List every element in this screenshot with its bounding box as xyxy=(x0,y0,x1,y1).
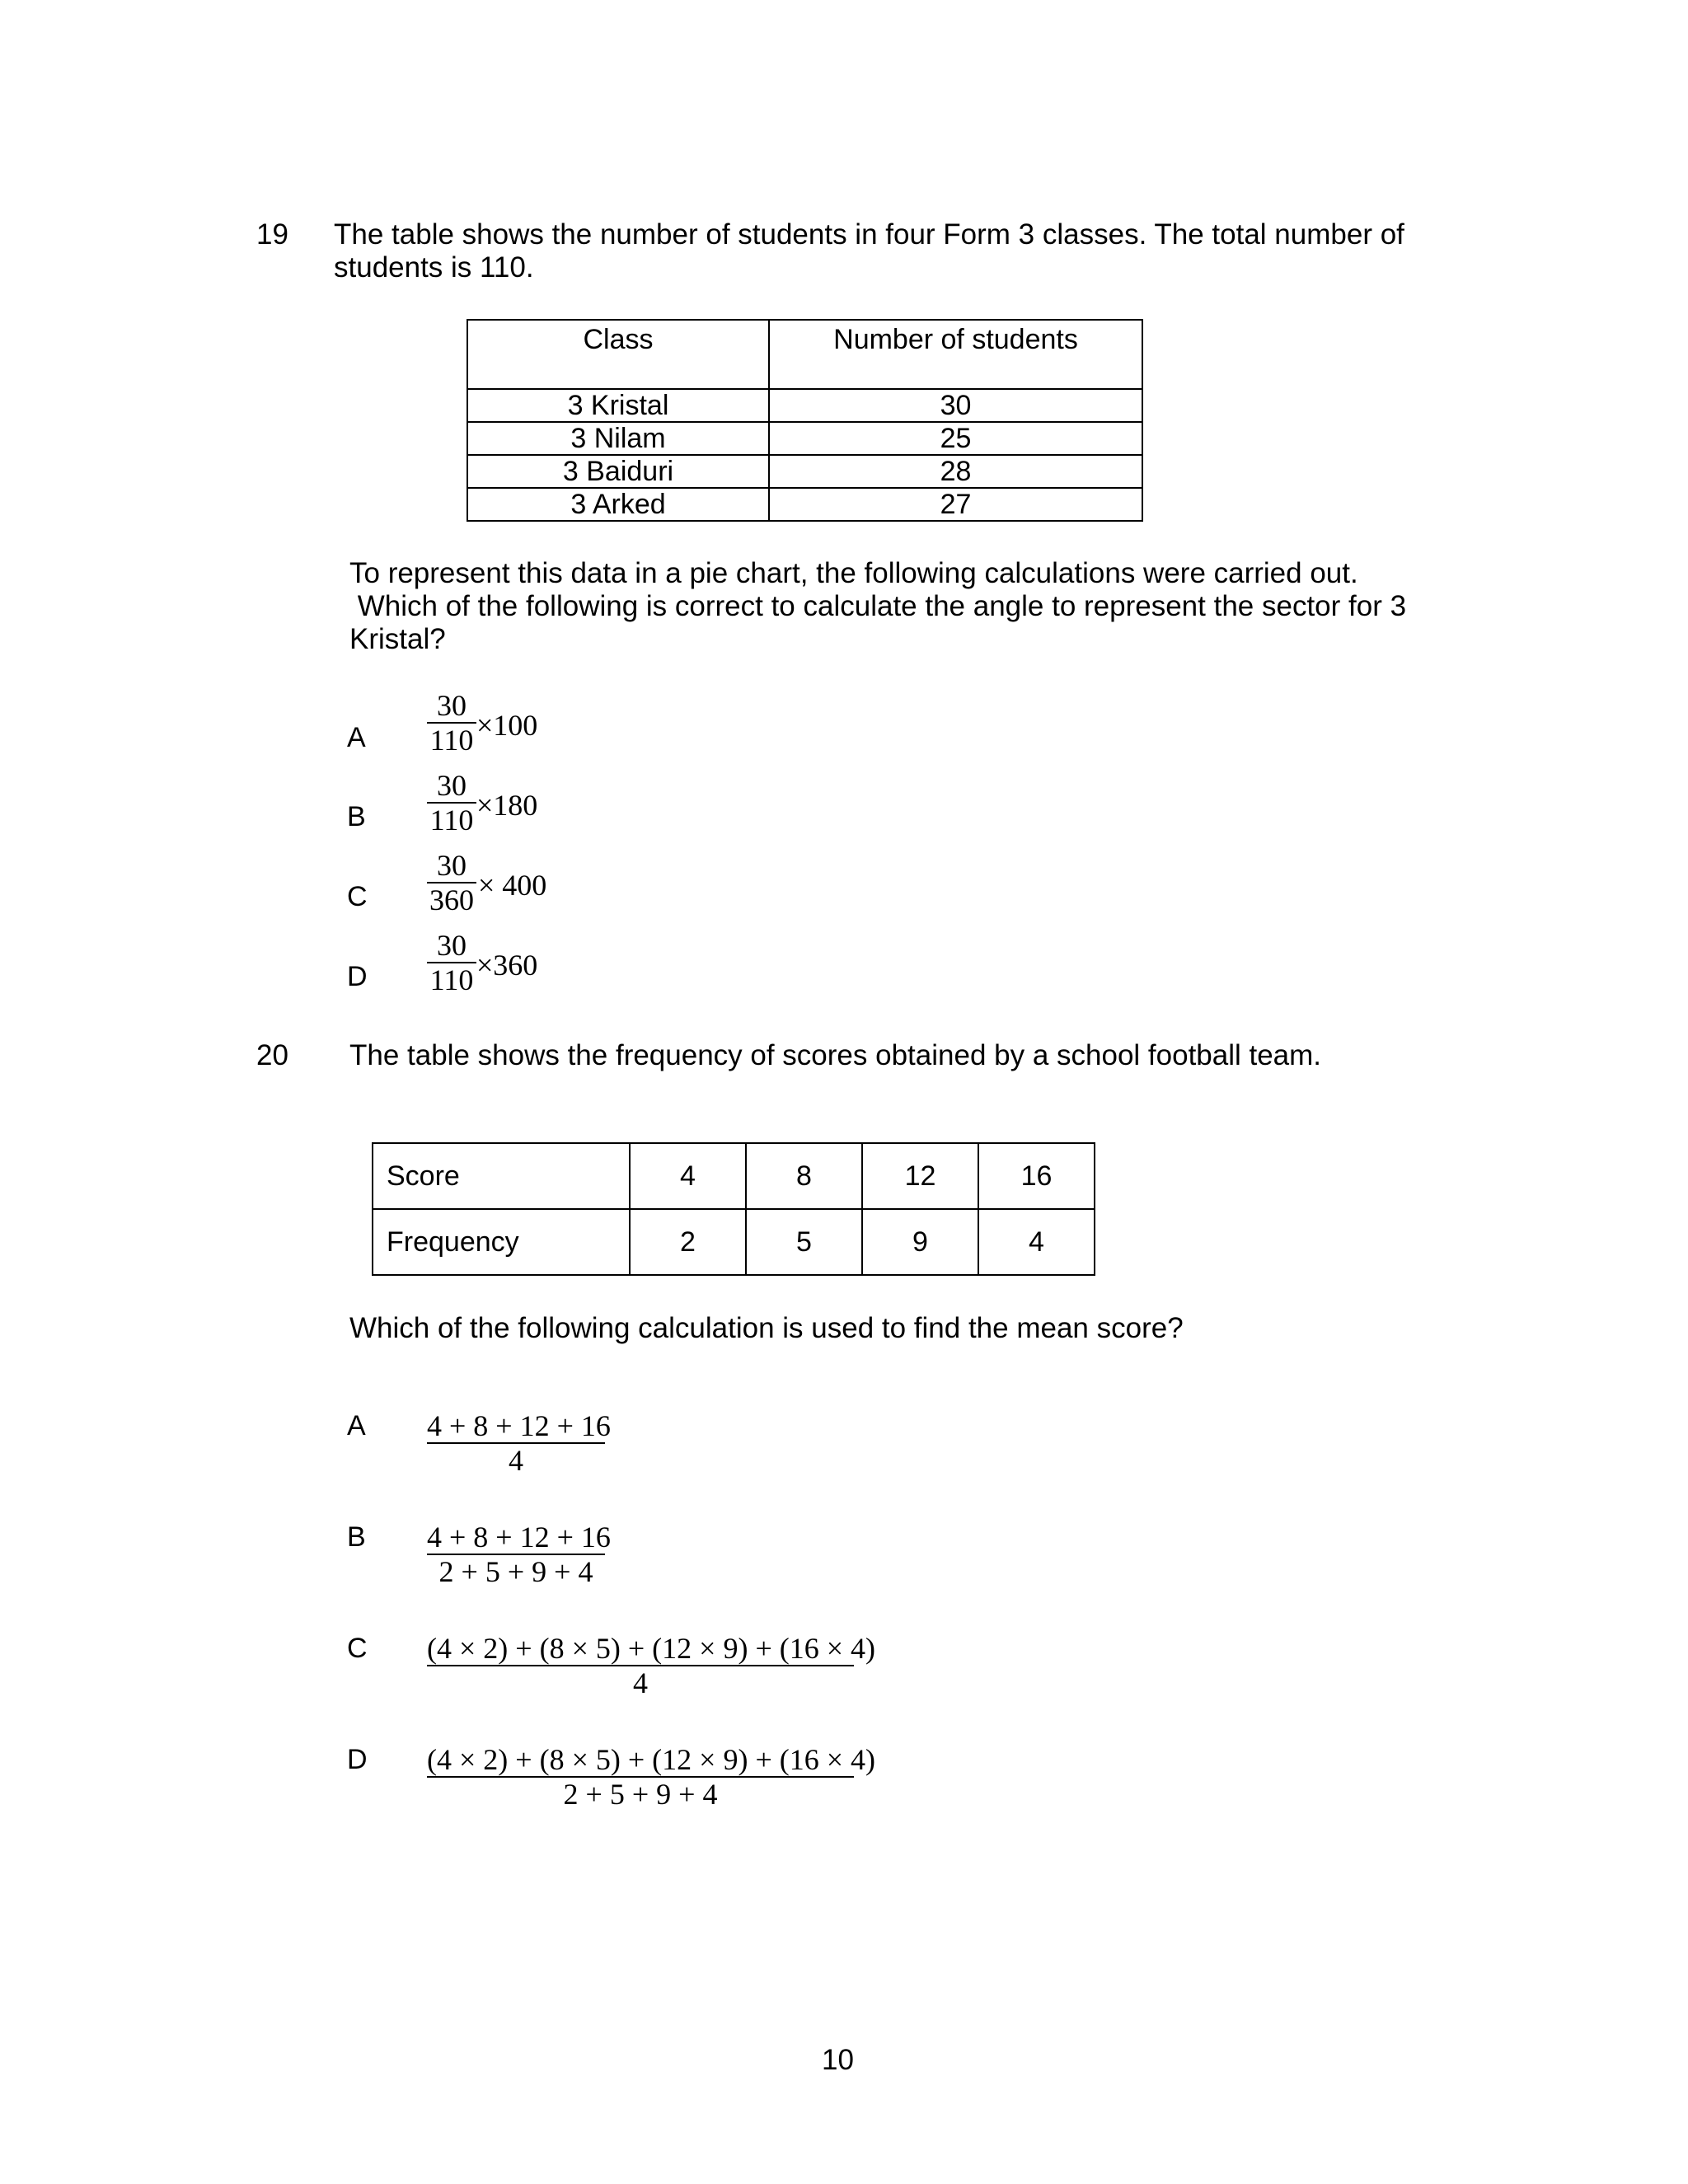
option-c-letter[interactable]: C xyxy=(347,1633,368,1664)
fraction-denominator: 110 xyxy=(427,802,476,837)
question-19-stem-line2: students is 110. xyxy=(334,251,534,284)
option-c-multiplier: × 400 xyxy=(478,869,547,902)
option-c-fraction xyxy=(427,1632,876,1699)
option-c-fraction xyxy=(427,849,476,916)
page-number: 10 xyxy=(822,2044,854,2076)
question-20-number: 20 xyxy=(256,1039,288,1071)
option-a-letter[interactable]: A xyxy=(347,722,366,753)
table-cell-score: 8 xyxy=(746,1143,862,1209)
option-d-fraction xyxy=(427,1743,876,1811)
fraction-numerator: 4 + 8 + 12 + 16 xyxy=(427,1409,611,1442)
table-cell-frequency: 9 xyxy=(862,1209,978,1275)
question-19-stem-line1: The table shows the number of students in four Form 3 classes. The total number of xyxy=(334,218,1404,251)
table-cell-class: 3 Arked xyxy=(467,488,769,521)
option-c-letter[interactable]: C xyxy=(347,881,368,912)
fraction-denominator: 2 + 5 + 9 + 4 xyxy=(427,1776,854,1811)
fraction-numerator: 30 xyxy=(437,689,467,722)
class-students-table xyxy=(467,319,1143,522)
table-cell-count: 28 xyxy=(769,455,1142,488)
table-label-frequency: Frequency xyxy=(373,1209,630,1275)
table-cell-count: 27 xyxy=(769,488,1142,521)
option-a-letter[interactable]: A xyxy=(347,1410,366,1441)
table-cell-score: 4 xyxy=(630,1143,746,1209)
table-label-score: Score xyxy=(373,1143,630,1209)
option-d-letter[interactable]: D xyxy=(347,961,368,992)
option-d-letter[interactable]: D xyxy=(347,1744,368,1775)
option-b-multiplier: ×180 xyxy=(476,789,538,822)
fraction-numerator: 4 + 8 + 12 + 16 xyxy=(427,1521,611,1554)
fraction-numerator: (4 × 2) + (8 × 5) + (12 × 9) + (16 × 4) xyxy=(427,1632,876,1665)
fraction-denominator: 360 xyxy=(427,882,476,916)
question-20-stem: The table shows the frequency of scores obtained by a school football team. xyxy=(349,1039,1322,1071)
table-cell-count: 30 xyxy=(769,389,1142,422)
question-19-prompt-line1: To represent this data in a pie chart, the following calculations were carried out. xyxy=(349,557,1358,589)
option-d-multiplier: ×360 xyxy=(476,949,538,982)
option-a-multiplier: ×100 xyxy=(476,709,538,742)
option-d-fraction xyxy=(427,929,476,996)
fraction-denominator: 4 xyxy=(427,1442,605,1477)
table-cell-count: 25 xyxy=(769,422,1142,455)
question-20-prompt: Which of the following calculation is used to find the mean score? xyxy=(349,1312,1184,1344)
question-19-prompt-line3: Kristal? xyxy=(349,623,446,655)
table-row xyxy=(373,1209,1095,1275)
fraction-denominator: 110 xyxy=(427,722,476,757)
option-b-letter[interactable]: B xyxy=(347,801,366,832)
option-b-letter[interactable]: B xyxy=(347,1521,366,1553)
table-row xyxy=(467,389,1142,422)
question-19-prompt-line2: Which of the following is correct to calculate the angle to represent the sector for 3 xyxy=(349,590,1407,622)
table-cell-score: 12 xyxy=(862,1143,978,1209)
fraction-numerator: 30 xyxy=(437,769,467,802)
fraction-denominator: 4 xyxy=(427,1665,854,1699)
table-cell-frequency: 2 xyxy=(630,1209,746,1275)
table-cell-class: 3 Kristal xyxy=(467,389,769,422)
option-a-fraction xyxy=(427,689,476,757)
score-frequency-table xyxy=(372,1142,1095,1276)
table-header-number-of-students: Number of students xyxy=(769,320,1142,389)
fraction-numerator: 30 xyxy=(437,929,467,962)
table-header-class: Class xyxy=(467,320,769,389)
question-19-number: 19 xyxy=(256,218,288,251)
table-row xyxy=(467,422,1142,455)
table-row xyxy=(373,1143,1095,1209)
table-cell-frequency: 4 xyxy=(978,1209,1095,1275)
fraction-denominator: 2 + 5 + 9 + 4 xyxy=(427,1554,605,1588)
table-row xyxy=(467,488,1142,521)
table-cell-score: 16 xyxy=(978,1143,1095,1209)
table-row xyxy=(467,455,1142,488)
fraction-numerator: 30 xyxy=(437,849,467,882)
option-b-fraction xyxy=(427,1521,611,1588)
table-cell-frequency: 5 xyxy=(746,1209,862,1275)
table-cell-class: 3 Nilam xyxy=(467,422,769,455)
table-cell-class: 3 Baiduri xyxy=(467,455,769,488)
option-a-fraction xyxy=(427,1409,611,1477)
option-b-fraction xyxy=(427,769,476,837)
fraction-numerator: (4 × 2) + (8 × 5) + (12 × 9) + (16 × 4) xyxy=(427,1743,876,1776)
fraction-denominator: 110 xyxy=(427,962,476,996)
